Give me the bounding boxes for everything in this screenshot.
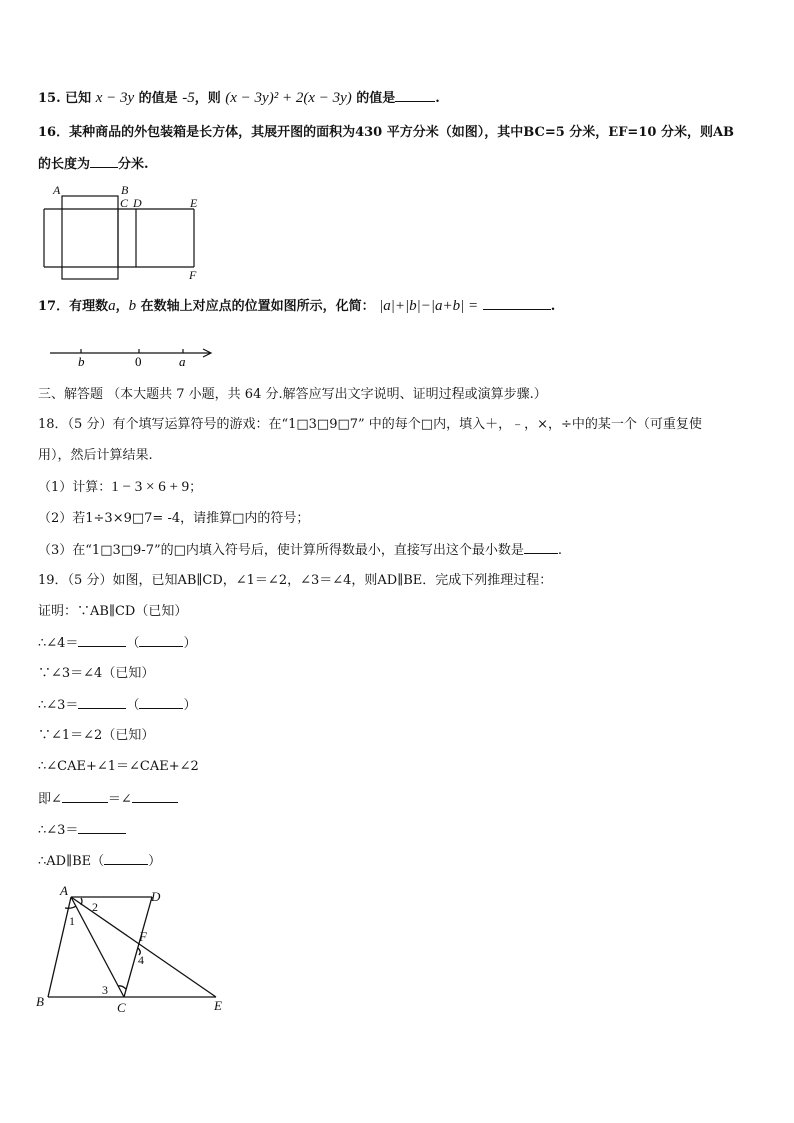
q16-label-c: C xyxy=(120,196,129,210)
q19-angle-2: 2 xyxy=(92,900,98,914)
q15-expr2: (x − 3y)² + 2(x − 3y) xyxy=(225,90,352,106)
q19-step2-close: ） xyxy=(183,636,197,651)
question-17 xyxy=(38,297,555,316)
q16-line2-a: 的长度为 xyxy=(38,157,91,172)
q15-text-a: 已知 xyxy=(65,91,92,106)
q18-line2: 用），然后计算结果. xyxy=(38,448,153,463)
q19-step1: 证明：∵AB∥CD（已知） xyxy=(38,604,188,619)
q19-step7 xyxy=(38,790,178,809)
q19-label-d: D xyxy=(151,889,161,904)
q17-number: 17．有理数 xyxy=(38,299,109,314)
q19-step7-blank-2[interactable] xyxy=(132,790,178,803)
q19-step7-blank-1[interactable] xyxy=(62,790,108,803)
q17-axis-zero: 0 xyxy=(135,354,142,369)
q16-label-a: A xyxy=(53,183,61,197)
q16-net-diagram xyxy=(36,183,216,283)
q17-text: 在数轴上对应点的位置如图所示，化简： xyxy=(140,299,375,314)
q17-end: . xyxy=(550,299,556,314)
q19-step3: ∵∠3＝∠4（已知） xyxy=(38,666,155,681)
q19-step6: ∴∠CAE+∠1＝∠CAE+∠2 xyxy=(38,759,199,774)
section-3-heading: 三、解答题 （本大题共 7 小题，共 64 分.解答应写出文字说明、证明过程或演算步骤.） xyxy=(38,387,547,402)
q19-step9-text: ∴AD∥BE（ xyxy=(38,854,105,869)
q18-part1-end: ； xyxy=(189,480,203,495)
q15-text-b: 的值是 xyxy=(138,91,178,106)
q15-text-c: ，则 xyxy=(194,91,221,106)
q19-label-a: A xyxy=(60,883,68,898)
q19-label-e: E xyxy=(214,998,222,1013)
q19-step7-text-a: 即∠ xyxy=(38,792,62,807)
q17-sep: ， xyxy=(115,299,129,314)
q18-part1-label: （1）计算： xyxy=(38,480,112,495)
q19-step8-blank[interactable] xyxy=(78,821,126,834)
q19-label-b: B xyxy=(36,994,44,1009)
q19-step8-text: ∴∠3＝ xyxy=(38,823,79,838)
q15-value: -5 xyxy=(182,90,195,106)
q19-step2-blank[interactable] xyxy=(78,634,126,647)
q19-step2-open: （ xyxy=(126,636,140,651)
q19-step5: ∵∠1＝∠2（已知） xyxy=(38,728,155,743)
q15-text-d: 的值是 xyxy=(356,91,396,106)
q16-line1: 16．某种商品的外包装箱是长方体，其展开图的面积为430 平方分米（如图），其中BC=5 分米，EF=10 分米，则AB xyxy=(38,125,735,140)
q19-line1: 19．（5 分）如图，已知AB∥CD，∠1＝∠2，∠3＝∠4，则AD∥BE．完成下列推理过程： xyxy=(38,573,553,588)
q19-step4-reason-blank[interactable] xyxy=(139,696,183,709)
q16-label-b: B xyxy=(121,183,129,197)
q19-label-f: F xyxy=(139,929,147,944)
q19-step2-reason-blank[interactable] xyxy=(139,634,183,647)
q17-number-line xyxy=(48,343,218,369)
q19-step9-blank[interactable] xyxy=(104,852,148,865)
q17-answer-blank[interactable] xyxy=(483,297,551,310)
q15-expr1: x − 3y xyxy=(95,90,135,106)
q15-end: . xyxy=(435,91,440,106)
q18-part1-expr: 1 − 3 × 6 + 9 xyxy=(111,479,190,495)
q16-label-d: D xyxy=(133,196,142,210)
q19-step4-text: ∴∠3＝ xyxy=(38,698,79,713)
q19-geometry-diagram xyxy=(34,882,234,1018)
q16-line2-b: 分米. xyxy=(118,157,149,172)
q19-step4-blank[interactable] xyxy=(78,696,126,709)
q18-part1 xyxy=(38,478,202,497)
q19-angle-4: 4 xyxy=(138,953,144,967)
q18-answer-blank[interactable] xyxy=(524,541,558,554)
q17-var-b: b xyxy=(128,298,137,314)
q18-line1: 18．（5 分）有个填写运算符号的游戏：在“1□3□9□7” 中的每个□内，填入＋，﹣，×，÷中的某一个（可重复使 xyxy=(38,417,702,432)
q18-part3-text: （3）在“1□3□9-7”的□内填入符号后，使计算所得数最小，直接写出这个最小数是 xyxy=(38,543,524,558)
q19-step2 xyxy=(38,634,196,653)
q16-answer-blank[interactable] xyxy=(90,155,118,168)
q19-step4-open: （ xyxy=(126,698,140,713)
q16-label-e: E xyxy=(190,196,198,210)
q15-answer-blank[interactable] xyxy=(395,89,435,102)
q17-axis-b: b xyxy=(78,354,85,369)
question-15 xyxy=(38,89,440,108)
q19-step7-text-b: ＝∠ xyxy=(107,792,132,807)
q16-label-f: F xyxy=(189,268,197,282)
q19-step4-close: ） xyxy=(183,698,197,713)
q19-step9-close: ） xyxy=(148,854,162,869)
q18-part3-end: . xyxy=(557,543,563,558)
q19-angle-3: 3 xyxy=(102,983,108,997)
q19-angle-1: 1 xyxy=(69,914,75,928)
q19-label-c: C xyxy=(117,1000,126,1015)
q17-var-a: a xyxy=(108,298,116,314)
q17-axis-a: a xyxy=(179,354,186,369)
q17-expr: |a|+|b|−|a+b| = xyxy=(379,298,479,314)
q19-step9 xyxy=(38,852,161,871)
q19-step4 xyxy=(38,696,196,715)
q18-part2: （2）若1÷3×9□7= -4，请推算□内的符号； xyxy=(38,511,310,526)
q19-step8 xyxy=(38,821,126,840)
q15-number: 15. xyxy=(38,91,61,106)
q16-line2 xyxy=(38,155,149,174)
q18-part3 xyxy=(38,541,562,560)
q19-step2-text: ∴∠4＝ xyxy=(38,636,79,651)
